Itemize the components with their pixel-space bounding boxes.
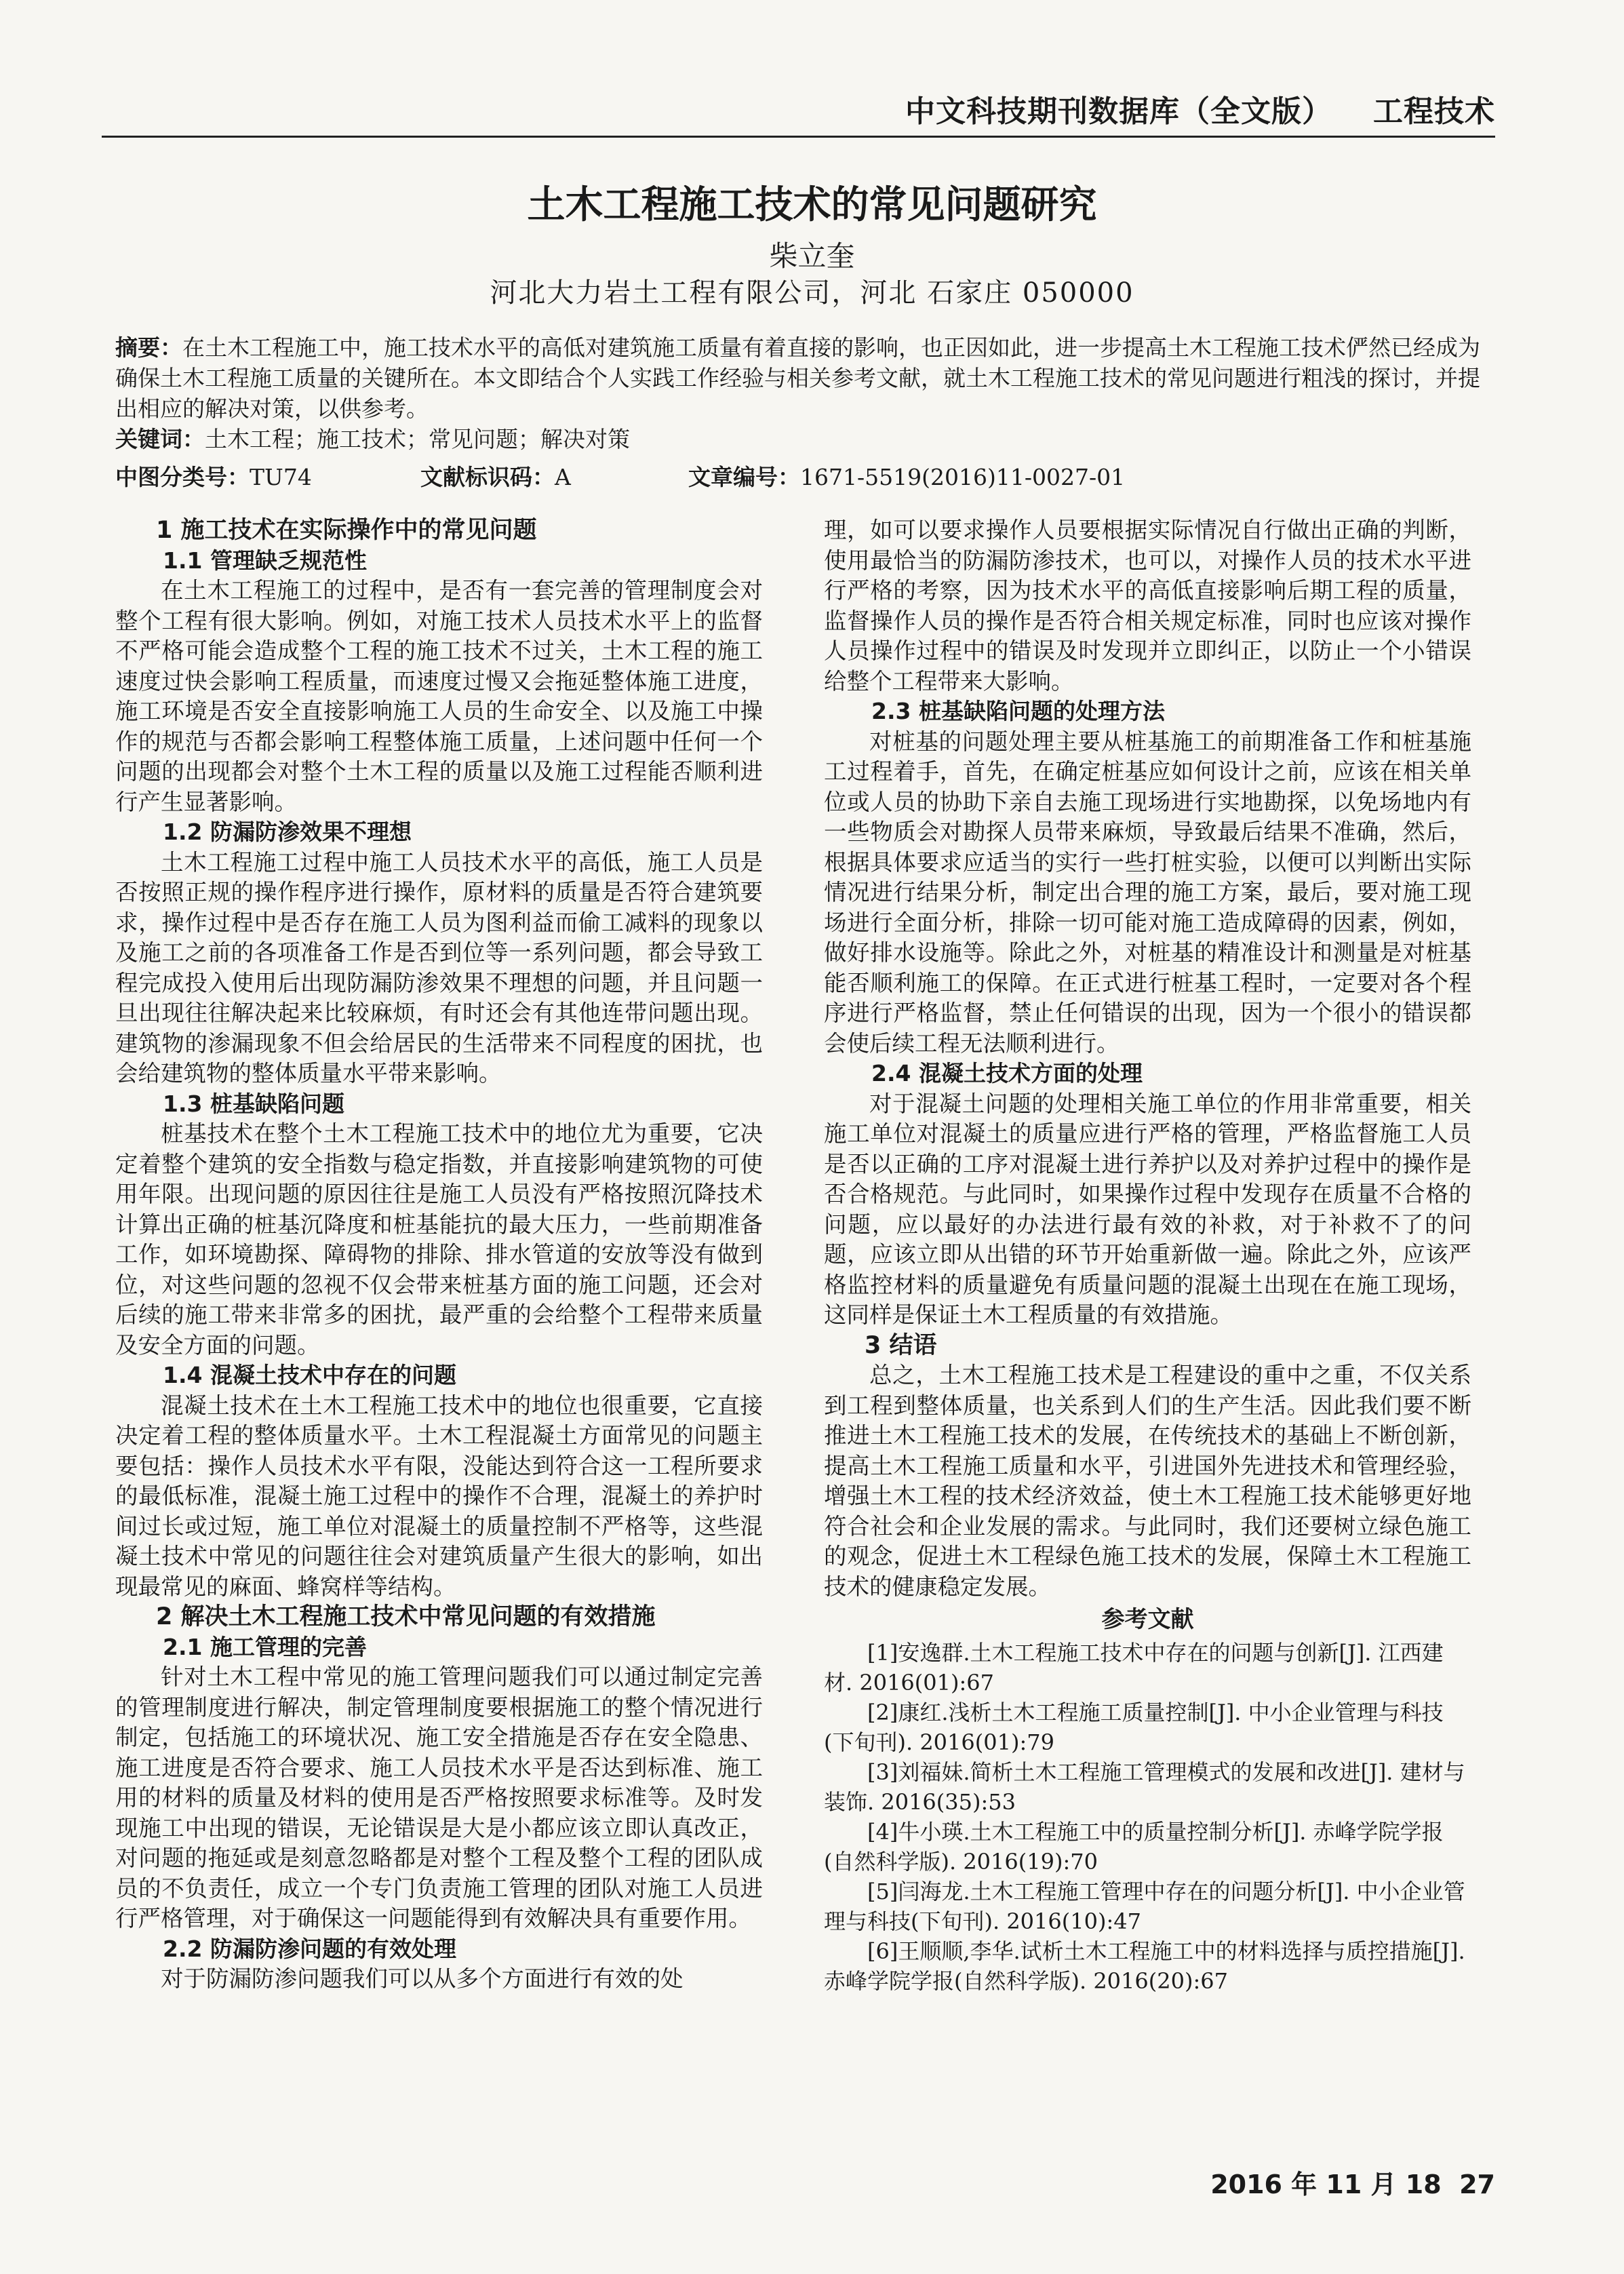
paragraph: 总之，土木工程施工技术是工程建设的重中之重，不仅关系到工程到整体质量，也关系到人们的生产生活。因此我们要不断推进土木工程施工技术的发展，在传统技术的基础上不断创新，提高土木工程施工质量和水平，引进国外先进技术和管理经验，增强土木工程的技术经济效益，使土木工程施工技术能够更好地符合社会和企业发展的需求。与此同时，我们还要树立绿色施工的观念，促进土木工程绿色施工技术的发展，保障土木工程施工技术的健康稳定发展。 (824, 1362, 1471, 1600)
page-footer (1210, 2163, 1495, 2201)
reference-item: [4]牛小瑛.土木工程施工中的质量控制分析[J]. 赤峰学院学报(自然科学版). 2016(19):70 (824, 1818, 1444, 1875)
abstract-text: 在土木工程施工中，施工技术水平的高低对建筑施工质量有着直接的影响，也正因如此，进一步提高土木工程施工技术俨然已经成为确保土木工程施工质量的关键所在。本文即结合个人实践工作经验与相关参考文献，就土木工程施工技术的常见问题进行粗浅的探讨，并提出相应的解决对策，以供参考。 (115, 334, 1480, 422)
article-label: 文章编号： (688, 464, 800, 490)
section-heading: 1 施工技术在实际操作中的常见问题 (156, 517, 537, 544)
header-rule (102, 136, 1495, 138)
paragraph: 对桩基的问题处理主要从桩基施工的前期准备工作和桩基施工过程着手，首先，在确定桩基应如何设计之前，应该在相关单位或人员的协助下亲自去施工现场进行实地勘探，以免场地内有一些物质会对勘探人员带来麻烦，导致最后结果不准确，然后，根据具体要求应适当的实行一些打桩实验，以便可以判断出实际情况进行结果分析，制定出合理的施工方案，最后，要对施工现场进行全面分析，排除一切可能对施工造成障碍的因素，例如，做好排水设施等。除此之外，对桩基的精准设计和测量是对桩基能否顺利施工的保障。在正式进行桩基工程时，一定要对各个程序进行严格监督，禁止任何错误的出现，因为一个很小的错误都会使后续工程无法顺利进行。 (824, 728, 1471, 1057)
database-name: 中文科技期刊数据库（全文版） (905, 94, 1332, 129)
keywords (115, 424, 1495, 454)
subsection-heading: 2.1 施工管理的完善 (163, 1633, 367, 1660)
paper-affiliation: 河北大力岩土工程有限公司，河北 石家庄 050000 (490, 277, 1134, 309)
reference-item: [3]刘福妹.简析土木工程施工管理模式的发展和改进[J]. 建材与装饰. 2016(35):53 (824, 1759, 1465, 1815)
issue-date: 2016 年 11 月 18 (1210, 2170, 1442, 2199)
abstract-label: 摘要： (115, 334, 182, 361)
clc-label: 中图分类号： (115, 464, 250, 490)
keywords-text: 土木工程；施工技术；常见问题；解决对策 (205, 426, 630, 452)
section-heading: 2 解决土木工程施工技术中常见问题的有效措施 (156, 1603, 656, 1630)
clc-number (115, 460, 312, 492)
paragraph: 混凝土技术在土木工程施工技术中的地位也很重要，它直接决定着工程的整体质量水平。土木工程混凝土方面常见的问题主要包括：操作人员技术水平有限，没能达到符合这一工程所要求的最低标准，混凝土施工过程中的操作不合理，混凝土的养护时间过长或过短，施工单位对混凝土的质量控制不严格等，这些混凝土技术中常见的问题往往会对建筑质量产生很大的影响，如出现最常见的麻面、蜂窝样等结构。 (115, 1392, 763, 1600)
subsection-heading: 2.4 混凝土技术方面的处理 (871, 1060, 1143, 1086)
subsection-heading: 1.1 管理缺乏规范性 (163, 547, 367, 574)
abstract-body (115, 332, 1495, 424)
right-column (824, 515, 1471, 1996)
paragraph: 理，如可以要求操作人员要根据实际情况自行做出正确的判断，使用最恰当的防漏防渗技术，也可以，对操作人员的技术水平进行严格的考察，因为技术水平的高低直接影响后期工程的质量，监督操作人员的操作是否符合相关规定标准，同时也应该对操作人员操作过程中的错误及时发现并立即纠正，以防止一个小错误给整个工程带来大影响。 (824, 517, 1471, 694)
paragraph: 在土木工程施工的过程中，是否有一套完善的管理制度会对整个工程有很大影响。例如，对施工技术人员技术水平上的监督不严格可能会造成整个工程的施工技术不过关，土木工程的施工速度过快会影响工程质量，而速度过慢又会拖延整体施工进度，施工环境是否安全直接影响施工人员的生命安全、以及施工中操作的规范与否都会影响工程整体施工质量，上述问题中任何一个问题的出现都会对整个土木工程的质量以及施工过程能否顺利进行产生显著影响。 (115, 577, 763, 815)
references-title: 参考文献 (1101, 1606, 1194, 1633)
doc-label: 文献标识码： (420, 464, 555, 490)
left-column (115, 515, 763, 1995)
subsection-heading: 1.4 混凝土技术中存在的问题 (163, 1362, 456, 1388)
paragraph: 对于防漏防渗问题我们可以从多个方面进行有效的处 (161, 1965, 684, 1992)
paragraph: 对于混凝土问题的处理相关施工单位的作用非常重要，相关施工单位对混凝土的质量应进行严格的管理，严格监督施工人员是否以正确的工序对混凝土进行养护以及对养护过程中的操作是否合格规范。与此同时，如果操作过程中发现存在质量不合格的问题，应以最好的办法进行最有效的补救，对于补救不了的问题，应该立即从出错的环节开始重新做一遍。除此之外，应该严格监控材料的质量避免有质量问题的混凝土出现在在施工现场，这同样是保证土木工程质量的有效措施。 (824, 1090, 1471, 1328)
clc-value: TU74 (250, 464, 312, 490)
paragraph: 针对土木工程中常见的施工管理问题我们可以通过制定完善的管理制度进行解决，制定管理制度要根据施工的整个情况进行制定，包括施工的环境状况、施工安全措施是否存在安全隐患、施工进度是否符合要求、施工人员技术水平是否达到标准、施工用的材料的质量及材料的使用是否严格按照要求标准等。及时发现施工中出现的错误，无论错误是大是小都应该立即认真改正，对问题的拖延或是刻意忽略都是对整个工程及整个工程的团队成员的不负责任，成立一个专门负责施工管理的团队对施工人员进行严格管理，对于确保这一问题能得到有效解决具有重要作用。 (115, 1664, 763, 1932)
doc-value: A (555, 464, 571, 490)
document-code (420, 460, 571, 492)
page-number: 27 (1459, 2170, 1495, 2199)
reference-item: [1]安逸群.土木工程施工技术中存在的问题与创新[J]. 江西建材. 2016(01):67 (824, 1639, 1444, 1695)
reference-item: [2]康红.浅析土木工程施工质量控制[J]. 中小企业管理与科技(下旬刊). 2016(01):79 (824, 1699, 1444, 1755)
paragraph: 土木工程施工过程中施工人员技术水平的高低，施工人员是否按照正规的操作程序进行操作，原材料的质量是否符合建筑要求，操作过程中是否存在施工人员为图利益而偷工减料的现象以及施工之前的各项准备工作是否到位等一系列问题，都会导致工程完成投入使用后出现防漏防渗效果不理想的问题，并且问题一旦出现往往解决起来比较麻烦，有时还会有其他连带问题出现。建筑物的渗漏现象不但会给居民的生活带来不同程度的困扰，也会给建筑物的整体质量水平带来影响。 (115, 848, 763, 1086)
subsection-heading: 2.3 桩基缺陷问题的处理方法 (871, 698, 1165, 724)
section-heading: 3 结语 (865, 1331, 937, 1359)
section-name: 工程技术 (1373, 94, 1495, 129)
reference-item: [5]闫海龙.土木工程施工管理中存在的问题分析[J]. 中小企业管理与科技(下旬刊). 2016(10):47 (824, 1878, 1465, 1934)
reference-item: [6]王顺顺,李华.试析土木工程施工中的材料选择与质控措施[J]. 赤峰学院学报(自然科学版). 2016(20):67 (824, 1938, 1465, 1994)
running-head (102, 87, 1495, 134)
abstract (115, 332, 1495, 454)
paper-author: 柴立奎 (769, 239, 855, 273)
subsection-heading: 1.2 防漏防渗效果不理想 (163, 819, 412, 845)
paragraph: 桩基技术在整个土木工程施工技术中的地位尤为重要，它决定着整个建筑的安全指数与稳定指数，并直接影响建筑物的可使用年限。出现问题的原因往往是施工人员没有严格按照沉降技术计算出正确的桩基沉降度和桩基能抗的最大压力，一些前期准备工作，如环境勘探、障碍物的排除、排水管道的安放等没有做到位，对这些问题的忽视不仅会带来桩基方面的施工问题，还会对后续的施工带来非常多的困扰，最严重的会给整个工程带来质量及安全方面的问题。 (115, 1120, 763, 1358)
article-number (688, 460, 1125, 492)
keywords-label: 关键词： (115, 426, 205, 452)
article-value: 1671-5519(2016)11-0027-01 (800, 464, 1126, 490)
paper-title: 土木工程施工技术的常见问题研究 (527, 183, 1097, 227)
subsection-heading: 2.2 防漏防渗问题的有效处理 (163, 1935, 456, 1962)
subsection-heading: 1.3 桩基缺陷问题 (163, 1090, 344, 1117)
